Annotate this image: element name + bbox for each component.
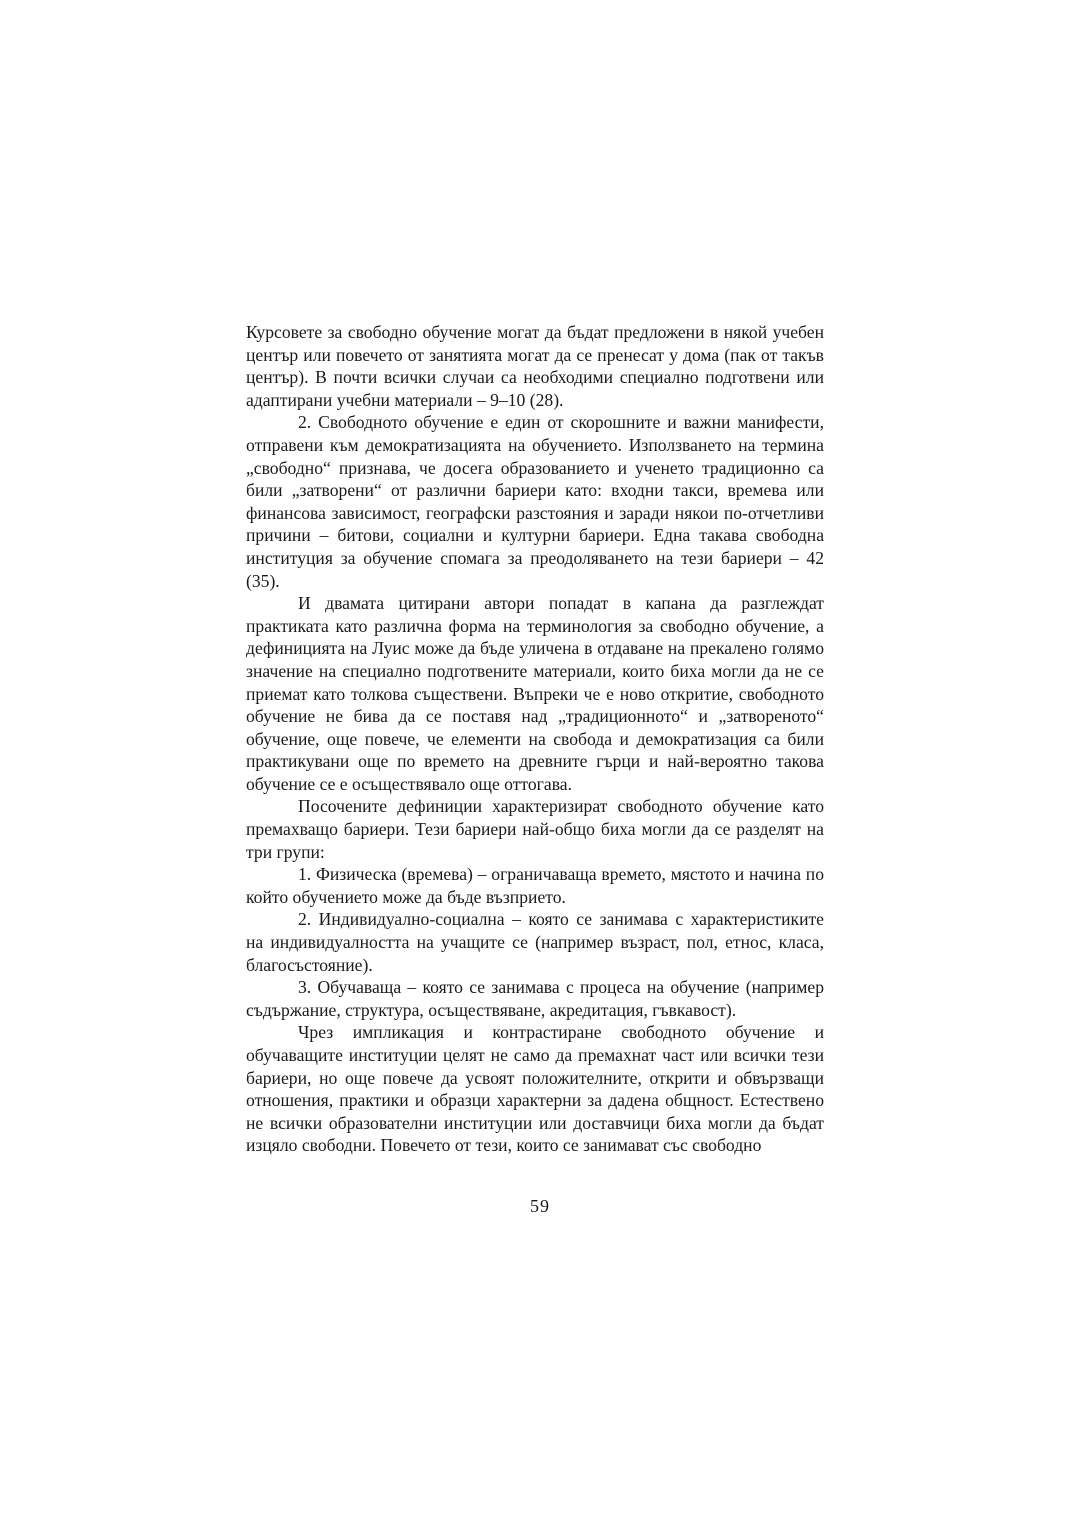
list-item-physical: 1. Физическа (времева) – ограничаваща времето, мястото и начина по който обучението може да бъде възприето. xyxy=(246,864,824,907)
paragraph-4: Посочените дефиниции характеризират свободното обучение като премахващо бариери. Тези бариери най-общо биха могли да се разделят на три групи: xyxy=(246,796,824,862)
list-item-individual-social: 2. Индивидуално-социална – която се занимава с характеристиките на индивидуалността на учащите се (например възраст, пол, етнос, класа, благосъстояние). xyxy=(246,909,824,975)
paragraph-3: И двамата цитирани автори попадат в капана да разглеждат практиката като различна форма на терминология за свободно обучение, а дефиницията на Луис може да бъде уличена в отдаване на прекалено голямо значение на специално подготвените материали, които биха могли да не се приемат като толкова съществени. Въпреки че е ново откритие, свободното обучение не бива да се поставя над „традиционното“ и „затвореното“ обучение, още повече, че елементи на свобода и демократизация са били практикувани още по времето на древните гърци и най-вероятно такова обучение се е осъществявало още оттогава. xyxy=(246,593,824,794)
paragraph-5: Чрез импликация и контрастиране свободното обучение и обучаващите институции целят не само да премахнат част или всички тези бариери, но още повече да усвоят положителните, открити и обвързващи отношения, практики и образци характерни за дадена общност. Естествено не всички образователни институции или доставчици биха могли да бъдат изцяло свободни. Повечето от тези, които се занимават със свободно xyxy=(246,1022,824,1156)
list-item-educational: 3. Обучаваща – която се занимава с процеса на обучение (например съдържание, структура, осъществяване, акредитация, гъвкавост). xyxy=(246,977,824,1020)
paragraph-2: 2. Свободното обучение е един от скорошните и важни манифести, отправени към демократизацията на обучението. Използването на термина „свободно“ признава, че досега образованието и ученето традиционно са били „затворени“ от различни бариери като: входни такси, времева или финансова зависимост, географски разстояния и заради някои по-отчетливи причини – битови, социални и културни бариери. Една такава свободна институция за обучение спомага за преодоляването на тези бариери – 42 (35). xyxy=(246,412,824,591)
page-number: 59 xyxy=(530,1196,550,1216)
body-text xyxy=(246,321,824,1157)
paragraph-1: Курсовете за свободно обучение могат да бъдат предложени в някой учебен център или повечето от занятията могат да се пренесат у дома (пак от такъв център). В почти всички случаи са необходими специално подготвени или адаптирани учебни материали – 9–10 (28). xyxy=(246,322,824,410)
